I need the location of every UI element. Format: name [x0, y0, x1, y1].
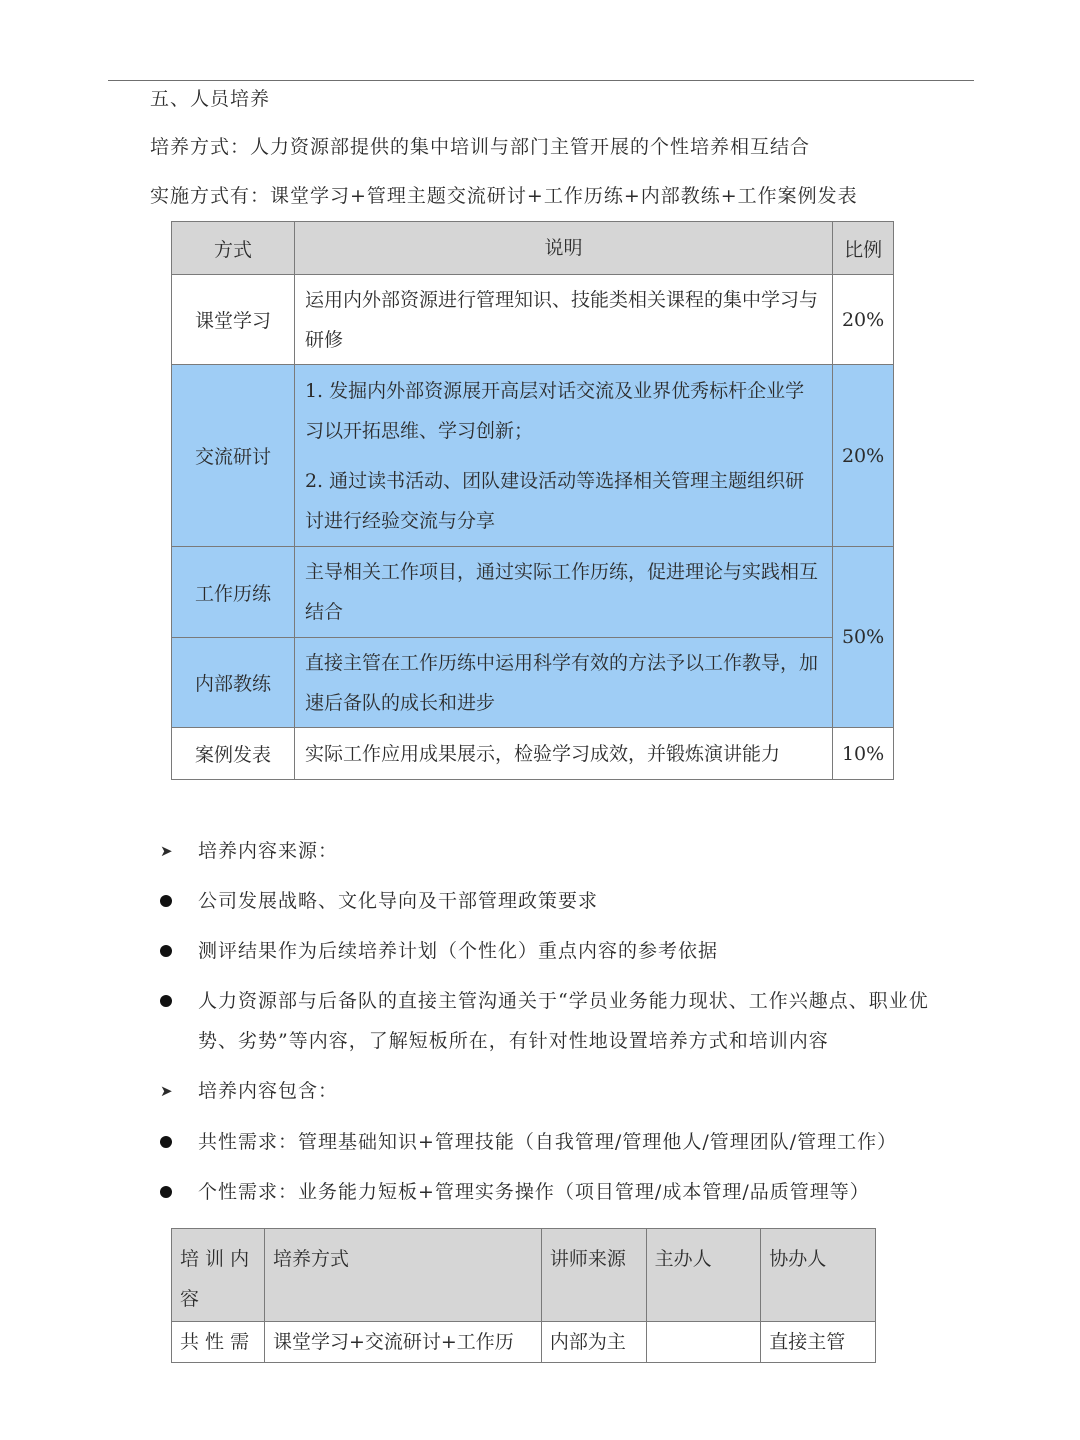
ratio-cell: 20% [833, 365, 894, 547]
header-desc: 说明 [294, 222, 832, 275]
dot-bullet-icon [160, 1136, 172, 1148]
table-row [172, 547, 894, 638]
table-row [172, 275, 894, 365]
desc-cell [294, 365, 832, 547]
header-ratio: 比例 [833, 222, 894, 275]
desc-cell [294, 275, 832, 365]
impl-line: 实施方式有：课堂学习+管理主题交流研讨+工作历练+内部教练+工作案例发表 [150, 185, 858, 207]
mode-cell: 工作历练 [172, 547, 295, 638]
table-row [172, 1322, 876, 1363]
header-host: 主办人 [646, 1229, 761, 1322]
table-header-row [172, 222, 894, 275]
ratio-cell: 20% [833, 275, 894, 365]
desc-cell [294, 547, 832, 638]
header-rule [108, 80, 974, 81]
table-row [172, 365, 894, 547]
arrow-bullet-icon: ➤ [160, 842, 174, 860]
ratio-cell: 10% [833, 728, 894, 780]
table-cell: 课堂学习+交流研讨+工作历 [264, 1322, 541, 1363]
table-header-row [172, 1229, 876, 1322]
desc-text: 1. 发掘内外部资源展开高层对话交流及业界优秀标杆企业学习以开拓思维、学习创新； [304, 379, 805, 442]
train-method-line: 培养方式：人力资源部提供的集中培训与部门主管开展的个性培养相互结合 [150, 136, 811, 158]
dot-bullet-icon [160, 895, 172, 907]
arrow-bullet-icon: ➤ [160, 1082, 174, 1100]
desc-cell [294, 638, 832, 728]
table-cell: 内部为主 [541, 1322, 646, 1363]
desc-text: 运用内外部资源进行管理知识、技能类相关课程的集中学习与研修 [304, 288, 818, 351]
desc-text: 主导相关工作项目，通过实际工作历练，促进理论与实践相互结合 [304, 561, 818, 623]
mode-cell: 课堂学习 [172, 275, 295, 365]
mode-cell: 内部教练 [172, 638, 295, 728]
header-content: 培 训 内 容 [172, 1229, 265, 1322]
dot-bullet-icon [160, 995, 172, 1007]
table-cell: 共 性 需 [172, 1322, 265, 1363]
desc-cell [294, 728, 832, 780]
section-title: 五、人员培养 [150, 88, 271, 110]
header-mode: 方式 [172, 222, 295, 275]
table-cell: 直接主管 [761, 1322, 876, 1363]
header-method: 培养方式 [264, 1229, 541, 1322]
table-cell [646, 1322, 761, 1363]
method-table [171, 221, 894, 780]
mode-cell: 交流研讨 [172, 365, 295, 547]
ratio-cell: 50% [833, 547, 894, 728]
header-assist: 协办人 [761, 1229, 876, 1322]
desc-text: 直接主管在工作历练中运用科学有效的方法予以工作教导，加速后备队的成长和进步 [304, 651, 818, 714]
dot-bullet-icon [160, 1186, 172, 1198]
desc-text: 2. 通过读书活动、团队建设活动等选择相关管理主题组织研讨进行经验交流与分享 [304, 469, 805, 532]
table-row [172, 728, 894, 780]
header-lecturer: 讲师来源 [541, 1229, 646, 1322]
desc-text: 实际工作应用成果展示，检验学习成效，并锻炼演讲能力 [304, 742, 780, 765]
dot-bullet-icon [160, 945, 172, 957]
mode-cell: 案例发表 [172, 728, 295, 780]
table-row [172, 638, 894, 728]
content-table [171, 1228, 876, 1363]
